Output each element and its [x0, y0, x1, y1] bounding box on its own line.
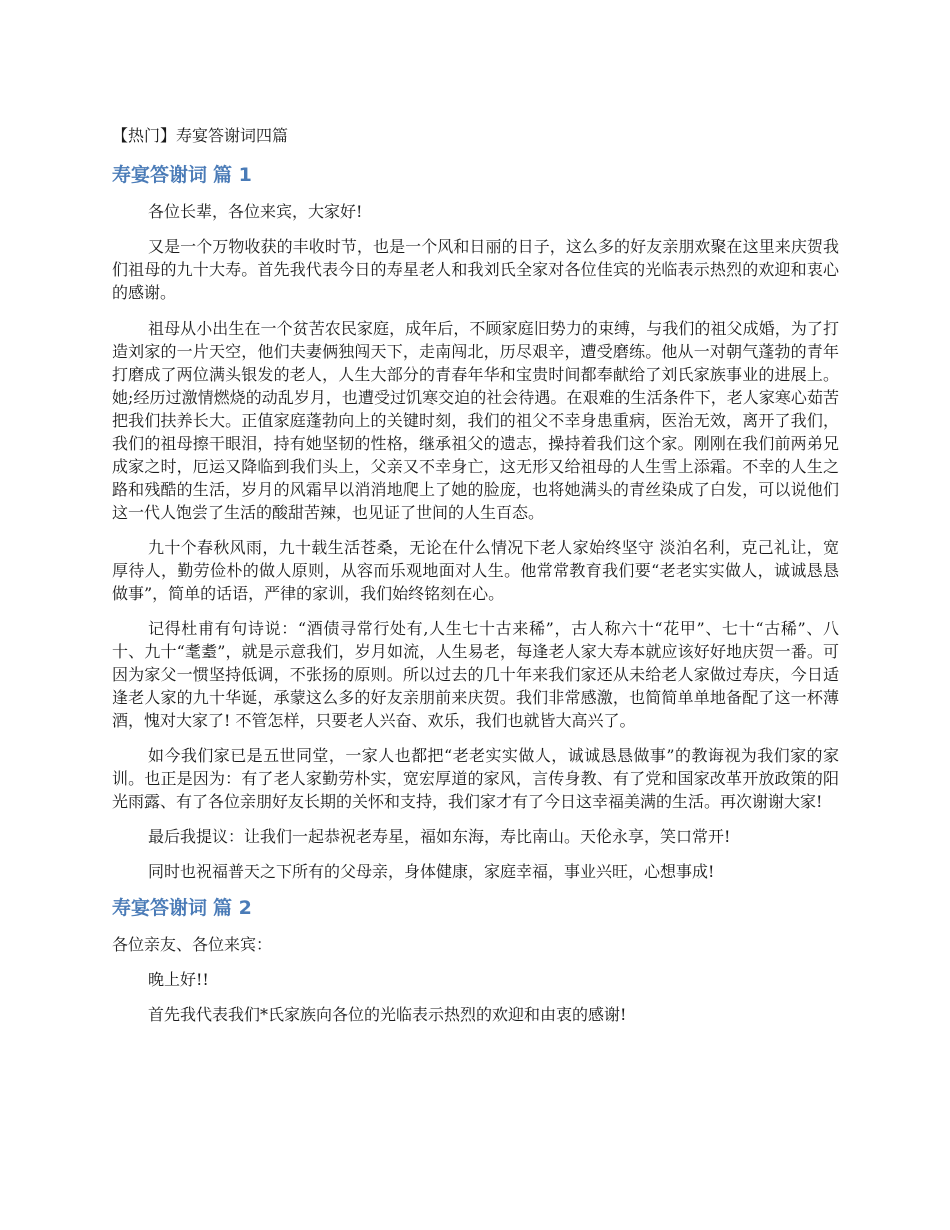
- paragraph: 如今我们家已是五世同堂，一家人也都把“老老实实做人，诚诚恳恳做事”的教诲视为我们家的家训。也正是因为：有了老人家勤劳朴实，宽宏厚道的家风，言传身教、有了党和国家改革开放政策的阳光雨露、有了各位亲朋好友长期的关怀和支持，我们家才有了今日这幸福美满的生活。再次谢谢大家!: [112, 746, 839, 811]
- paragraph: 同时也祝福普天之下所有的父母亲，身体健康，家庭幸福，事业兴旺，心想事成!: [148, 862, 715, 881]
- paragraph: 祖母从小出生在一个贫苦农民家庭，成年后，不顾家庭旧势力的束缚，与我们的祖父成婚，为了打造刘家的一片天空，他们夫妻俩独闯天下，走南闯北，历尽艰辛，遭受磨练。他从一对朝气蓬勃的青年打磨成了两位满头银发的老人，人生大部分的青春年华和宝贵时间都奉献给了刘氏家族事业的进展上。她;经历过激情燃烧的动乱岁月，也遭受过饥寒交迫的社会待遇。在艰难的生活条件下，老人家寒心茹苦把我们扶养长大。正值家庭蓬勃向上的关键时刻，我们的祖父不幸身患重病，医治无效，离开了我们，我们的祖母擦干眼泪，持有她坚韧的性格，继承祖父的遗志，操持着我们这个家。刚刚在我们前两弟兄成家之时，厄运又降临到我们头上，父亲又不幸身亡，这无形又给祖母的人生雪上添霜。不幸的人生之路和残酷的生活，岁月的风霜早以消消地爬上了她的脸庞，也将她满头的青丝染成了白发，可以说他们这一代人饱尝了生活的酸甜苦辣，也见证了世间的人生百态。: [112, 319, 839, 522]
- paragraph: 晚上好!!: [148, 970, 209, 989]
- salutation: 各位亲友、各位来宾：: [112, 935, 273, 954]
- paragraph: 最后我提议：让我们一起恭祝老寿星，福如东海，寿比南山。天伦永享，笑口常开!: [148, 827, 731, 846]
- paragraph: 又是一个万物收获的丰收时节，也是一个风和日丽的日子，这么多的好友亲朋欢聚在这里来庆贺我们祖母的九十大寿。首先我代表今日的寿星老人和我刘氏全家对各位佳宾的光临表示热烈的欢迎和衷心的感谢。: [112, 237, 839, 302]
- document-title: 【热门】寿宴答谢词四篇: [112, 126, 289, 145]
- section-number: 篇 1: [213, 164, 252, 186]
- section-heading-text: 寿宴答谢词: [112, 897, 208, 919]
- document-body: [112, 124, 839, 1038]
- paragraph: 首先我代表我们*氏家族向各位的光临表示热烈的欢迎和由衷的感谢!: [148, 1005, 627, 1024]
- section-2: [112, 895, 839, 1026]
- section-1: [112, 162, 839, 883]
- section-heading-text: 寿宴答谢词: [112, 164, 208, 186]
- section-number: 篇 2: [213, 897, 252, 919]
- section-heading: [112, 162, 839, 188]
- paragraph: 记得杜甫有句诗说：“酒债寻常行处有,人生七十古来稀”，古人称六十“花甲”、七十“古稀”、八十、九十“耄耋”，就是示意我们，岁月如流，人生易老，每逢老人家大寿本就应该好好地庆贺一番。可因为家父一惯坚持低调，不张扬的原则。所以过去的几十年来我们家还从未给老人家做过寿庆，今日适逢老人家的九十华诞，承蒙这么多的好友亲朋前来庆贺。我们非常感激，也简简单单地备配了这一杯薄酒，愧对大家了! 不管怎样，只要老人兴奋、欢乐，我们也就皆大高兴了。: [112, 619, 839, 730]
- section-heading: [112, 895, 839, 921]
- paragraph: 各位长辈，各位来宾，大家好!: [148, 202, 363, 221]
- paragraph: 九十个春秋风雨，九十载生活苍桑，无论在什么情况下老人家始终坚守 淡泊名利，克己礼让，宽厚待人，勤劳俭朴的做人原则，从容而乐观地面对人生。他常常教育我们要“老老实实做人，诚诚恳恳做事”，简单的话语，严律的家训，我们始终铭刻在心。: [112, 538, 839, 603]
